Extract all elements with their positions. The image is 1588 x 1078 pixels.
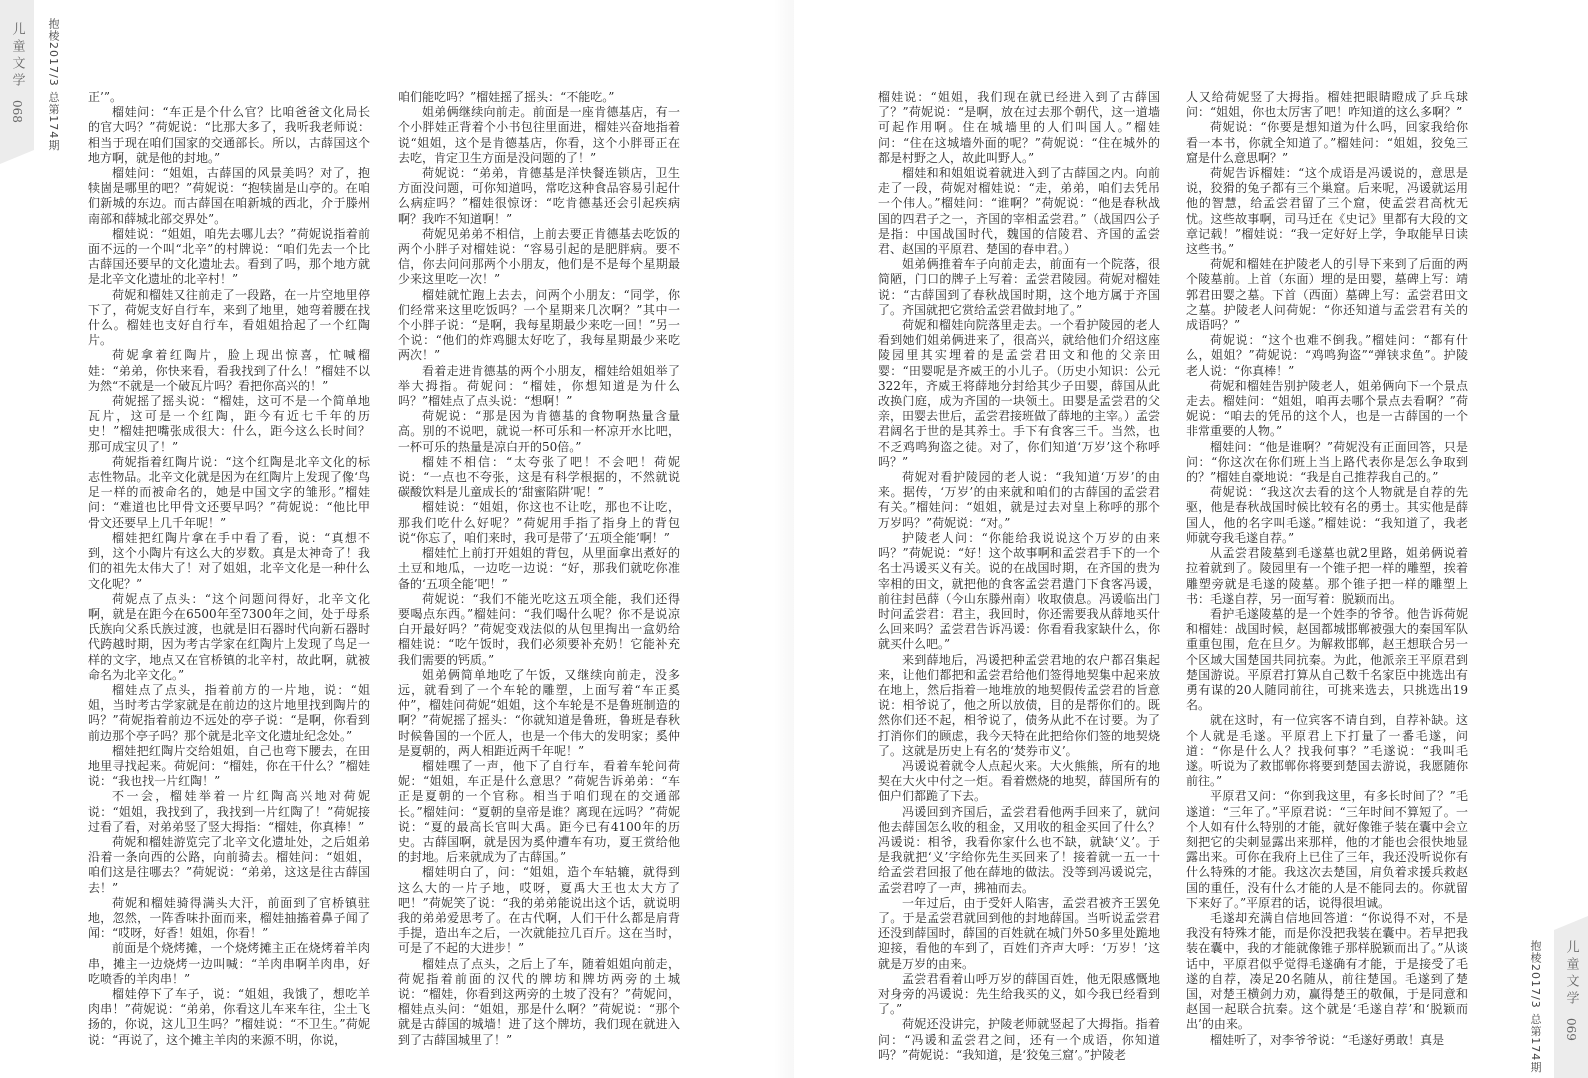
issue-label: 抱棱2017/3 总第174期 <box>47 18 60 152</box>
paragraph: 榴娃不相信：“太夸张了吧！不会吧！荷妮说：“一点也不夸张，这是有科学根据的，不然就说碳酸饮料是儿童成长的‘甜蜜陷阱’呢！” <box>398 454 680 500</box>
paragraph: 荷妮说：“这个也难不倒我。”榴娃问：“都有什么，姐姐？”荷妮说：“鸡鸣狗盗”“弹铗求鱼”。护陵老人说：“你真棒！” <box>1186 333 1468 378</box>
paragraph: 荷妮说：“弟弟，肯德基是洋快餐连锁店，卫生方面没问题，可你知道吗，常吃这种食品容易引起什么病症吗？”榴娃很惊讶：“吃肯德基还会引起疾病啊？我咋不知道啊！” <box>398 166 680 226</box>
paragraph: 榴娃忙上前打开姐姐的背包，从里面拿出煮好的土豆和地瓜，一边吃一边说：“好，那我们就吃你准备的‘五项全能’吧！” <box>398 546 680 591</box>
paragraph: 荷妮告诉榴娃：“这个成语是冯谖说的，意思是说，狡猾的兔子都有三个巢窟。后来呢，冯谖就运用他的智慧，给孟尝君留了三个窟，使孟尝君高枕无忧。这些故事啊，司马迁在《史记》里都有大段的文章记载！”榴娃说：“我一定好好上学，争取能早日读这些书。” <box>1186 166 1468 257</box>
paragraph: 榴娃明白了，问：“姐姐，造个车轱辘，就得到这么大的一片子地，哎呀，夏禹大王也太大方了吧！”荷妮笑了说：“我的弟弟能说出这个话，就说明我的弟弟爱思考了。在古代啊，人们干什么都是肩背手提，造出车之后，一次就能拉几百斤。这在当时，可是了不起的大进步！” <box>398 865 680 956</box>
paragraph: 荷妮和榴娃向院落里走去。一个看护陵园的老人看到她们姐弟俩进来了，很高兴，就给他们介绍这座陵园里其实埋着的是孟尝君田文和他的父亲田婴：“田婴呢是齐威王的小儿子。（历史小知识：公元322年，齐威王将薛地分封给其少子田婴，薛国从此改换门庭，成为齐国的一块领土。田婴是孟尝君的父亲，田婴去世后，孟尝君接班做了薛地的主宰。）孟尝君阔名于世的是其养士。手下有食客三千。当然，也不乏鸡鸣狗盗之徒。对了，你们知道‘万岁’这个称呼吗？” <box>878 318 1161 469</box>
magazine-side-tab <box>0 0 34 150</box>
paragraph: 榴娃说：“姐姐，咱先去哪儿去？”荷妮说指着前面不远的一个叫“北辛”的村牌说：“咱们先去一个比古薛国还要早的文化遗址去。看到了吗，那个地方就是北辛文化遗址的北辛村！” <box>88 226 370 287</box>
page-number: 068 <box>10 100 24 123</box>
paragraph: 护陵老人问：“你能给我说说这个万岁的由来吗？”荷妮说：“好！这个故事啊和孟尝君手下的一个名士冯谖买义有关。说的在战国时期，在齐国的贵为宰相的田文，就把他的食客孟尝君遣门下食客冯谖，前往封邑薛（今山东滕州南）收取债息。冯谖临出门时问孟尝君：君主，我回时，你还需要我从薛地买什么回来吗？孟尝君告诉冯谖：你看看我家缺什么，你就买什么吧。” <box>878 530 1160 652</box>
paragraph: 前面是个烧烤摊，一个烧烤摊主正在烧烤着羊肉串，摊主一边烧烤一边叫喊：“羊肉串啊羊肉串，好吃喷香的羊肉串！” <box>88 941 370 986</box>
paragraph: 荷妮拿着红陶片，脸上现出惊喜，忙喊榴娃：“弟弟，你快来看，看我找到了什么！”榴娃不以为然“不就是一个破瓦片吗？看把你高兴的！” <box>88 348 370 393</box>
paragraph: 荷妮指着红陶片说：“这个红陶是北辛文化的标志性物品。北辛文化就是因为在红陶片上发现了像‘鸟足一样的而被命名的，她是中国文字的雏形。”榴娃问：“难道也比甲骨文还要早吗？”荷妮说：“他比甲骨文还要早上几千年呢！” <box>88 454 370 530</box>
paragraph: 毛遂却充满自信地回答道：“你说得不对，不是我没有特殊才能，而是你没把我装在囊中。若早把我装在囊中，我的才能就像锥子那样脱颖而出了。”从谈话中，平原君似乎觉得毛遂确有才能，于是接受了毛遂的自荐，凑足20名随从，前往楚国。毛遂到了楚国，对楚王横剑力劝，赢得楚王的敬佩，于是同意和赵国一起联合抗秦。这个就是‘毛遂自荐’和‘脱颖而出’的由来。 <box>1186 910 1468 1032</box>
paragraph: 榴娃点了点头，指着前方的一片地，说：“姐姐，当时考古学家就是在前边的这片地里找到陶片的吗？”荷妮指着前边不远处的亭子说：“是啊，你看到前边那个亭子吗？那个就是北辛文化遗址纪念处。” <box>88 682 370 743</box>
magazine-title: 儿童文学 <box>1563 940 1579 1008</box>
paragraph: 来到薛地后，冯谖把种孟尝君地的农户都召集起来，让他们都把和孟尝君给他们签得地契集中起来放在地上，然后指着一地堆放的地契假传孟尝君的旨意说：相爷说了，他之所以放债，目的是帮你们的。既然你们还不起，相爷说了，债务从此不在讨要。为了打消你们的顾虑，我今天特在此把给你们签的地契烧了。这就是历史上有名的‘焚券市义’。 <box>878 652 1160 758</box>
paragraph: 姐弟俩推着车子向前走去，前面有一个院落，很简陋，门口的牌子上写着：孟尝君陵园。荷妮对榴娃说：“古薛国到了春秋战国时期，这个地方属于齐国了。齐国就把它赏给孟尝君做封地了。” <box>878 257 1160 317</box>
paragraph: 荷妮摇了摇头说：“榴娃，这可不是一个简单地瓦片，这可是一个红陶，距今有近七千年的历史！”榴娃把嘴张成很大：什么，距今这么长时间？那可成宝贝了！” <box>88 394 370 454</box>
paragraph: 荷妮点了点头：“这个问题问得好，北辛文化啊，就是在距今在6500年至7300年之间，处于母系氏族向父系氏族过渡，也就是旧石器时代向新石器时代跨越时期，因为考古学家在红陶片上发现了鸟足一样的文字，地点又在官桥镇的北辛村，故此啊，就被命名为北辛文化。” <box>88 591 370 682</box>
paragraph: 冯谖回到齐国后，孟尝君看他两手回来了，就问他去薛国怎么收的租金，又用收的租金买回了什么？冯谖说：相爷，我看你家什么也不缺，就缺‘义’。于是我就把‘义’字给你先生买回来了！接着就一五一十给孟尝君回报了他在薛地的做法。没等到冯谖说完，孟尝君哼了一声，拂袖而去。 <box>878 804 1160 895</box>
right-page <box>794 0 1588 1078</box>
paragraph: 荷妮见弟弟不相信，上前去要正肯德基去吃饭的两个小胖子对榴娃说：“容易引起的是肥胖病。要不信，你去问问那两个小朋友，他们是不是每个星期最少来这里吃一次！” <box>398 226 680 287</box>
paragraph: 荷妮和榴娃告别护陵老人，姐弟俩向下一个景点走去。榴娃问：“姐姐，咱再去哪个景点去看啊？”荷妮说：“咱去的凭吊的这个人，也是一古薛国的一个非常重要的人物。” <box>1186 378 1468 439</box>
paragraph: 从孟尝君陵墓到毛遂墓也就2里路，姐弟俩说着拉着就到了。陵园里有一个锥子把一样的雕塑，挨着雕塑旁就是毛遂的陵墓。那个锥子把一样的雕塑上书：毛遂自荐，另一面写着：脱颖而出。 <box>1186 546 1468 606</box>
paragraph: 人又给荷妮竖了大拇指。榴娃把眼睛瞪成了乒乓球问：“姐姐，你也太厉害了吧！咋知道的这么多啊？” <box>1186 90 1468 120</box>
paragraph: 咱们能吃吗？”榴娃摇了摇头：“不能吃。” <box>398 90 615 104</box>
magazine-side-tab <box>1554 930 1588 1078</box>
paragraph: 孟尝君看着山呼万岁的薛国百姓，他无限感慨地对身旁的冯谖说：先生给我买的义，如今我已经看到了。” <box>878 971 1160 1017</box>
paragraph: 一年过后，由于受奸人陷害，孟尝君被齐王罢免了。于是孟尝君就回到他的封地薛国。当听说孟尝君还没到薛国时，薛国的百姓就在城门外50多里处跪地迎接，看他的车到了，百姓们齐声大呼：‘万岁！’这就是万岁的由来。 <box>878 895 1160 971</box>
paragraph: 荷妮说：“我们不能光吃这五项全能，我们还得要喝点东西。”榴娃问：“我们喝什么呢？你不是说凉白开最好吗？”荷妮变戏法似的从包里掏出一盒奶给榴娃说：“吃午饭时，我们必须要补充奶！它能补充我们需要的钙质。” <box>398 591 680 667</box>
paragraph: 荷妮说：“那是因为肯德基的食物啊热量含量高。别的不说吧，就说一杯可乐和一杯凉开水比吧，一杯可乐的热量是凉白开的50倍。” <box>398 409 680 454</box>
paragraph: 榴娃和和姐姐说着就进入到了古薛国之内。向前走了一段，荷妮对榴娃说：“走，弟弟，咱们去凭吊一个伟人。”榴娃问：“谁啊？”荷妮说：“他是春秋战国的四君子之一，齐国的宰相孟尝君。”（战国四公子是指：中国战国时代，魏国的信陵君、齐国的孟尝君、赵国的平原君、楚国的春申君。） <box>878 166 1160 257</box>
paragraph: 姐弟俩继续向前走。前面是一座肯德基店，有一个小胖娃正背着个小书包往里面进，榴娃兴奋地指着说“姐姐，这个是肯德基店，你看，这个小胖哥正在去吃，肯定卫生方面是没问题的了！” <box>398 105 680 165</box>
paragraph: 榴娃就忙跑上去去，问两个小朋友：“同学，你们经常来这里吃饭吗？一个星期来几次啊？”其中一个小胖子说：“是啊，我每星期最少来吃一回！”另一个说：“他们的炸鸡腿太好吃了，我每星期最少来吃两次！” <box>398 287 680 363</box>
paragraph: 榴娃说：“姐姐，我们现在就已经进入到了古薛国了？”荷妮说：“是啊，放在过去那个朝代，这一道墙可起作用啊。住在城墙里的人们叫国人。”榴娃问：“住在这城墙外面的呢？”荷妮说：“住在城外的都是村野之人，故此叫野人。” <box>878 90 1160 165</box>
paragraph: 荷妮和榴娃在护陵老人的引导下来到了后面的两个陵墓前。上首（东面）埋的是田婴，墓碑上写：靖郭君田婴之墓。下首（西面）墓碑上写：孟尝君田文之墓。护陵老人问荷妮：“你还知道与孟尝君有关的成语吗？” <box>1186 257 1468 333</box>
paragraph: 看着走进肯德基的两个小朋友，榴娃给姐姐举了举大拇指。荷妮问：“榴娃，你想知道是为什么吗？”榴娃点了点头说：“想啊！” <box>398 363 680 409</box>
paragraph: 榴娃停下了车子，说：“姐姐，我饿了，想吃羊肉串！”荷妮说：“弟弟，你看这儿车来车往，尘土飞扬的，你说，这儿卫生吗？”榴娃说：“不卫生。”荷妮说：“再说了，这个摊主羊肉的来源不明，你说， <box>88 986 370 1047</box>
paragraph: 平原君又问：“你到我这里，有多长时间了？”毛遂道：“三年了。”平原君说：“三年时间不算短了。一个人如有什么特别的才能，就好像锥子装在囊中会立刻把它的尖刺显露出来那样，他的才能也会很快地显露出来。可你在我府上已住了三年，我还没听说你有什么特殊的才能。我这次去楚国，肩负着求援兵救赵国的重任，没有什么才能的人是不能同去的。你就留下来好了。”平原君的话，说得很坦诚。 <box>1186 789 1468 910</box>
page-number: 069 <box>1564 1018 1578 1041</box>
paragraph: 榴娃问：“姐姐，古薛国的风景美吗？对了，抱犊崮是哪里的吧？”荷妮说：“抱犊崮是山亭的。在咱们新城的东边。而古薛国在咱新城的西北，介于滕州南部和薛城北部交界处”。 <box>88 166 370 226</box>
paragraph: 荷妮和榴娃游览完了北辛文化遗址处，之后姐弟沿着一条向西的公路，向前骑去。榴娃问：“姐姐，咱们这是往哪去？”荷妮说：“弟弟，这这是往古薛国去！” <box>88 834 370 895</box>
text-column-1 <box>878 90 1160 1063</box>
paragraph: 榴娃说：“姐姐，你这也不让吃，那也不让吃，那我们吃什么好呢？”荷妮用手指了指身上的背包说“你忘了，咱们来时，我可是带了‘五项全能’啊！” <box>398 500 680 545</box>
paragraph: 看护毛遂陵墓的是一个姓李的爷爷。他告诉荷妮和榴娃：战国时候，赵国都城邯郸被强大的秦国军队重重包围，危在旦夕。为解救邯郸，赵王想联合另一个区域大国楚国共同抗秦。为此，他派亲王平原君到楚国游说。平原君打算从自己数千名家臣中挑选出有勇有谋的20人随同前往，可挑来选去，只挑选出19名。 <box>1186 606 1468 713</box>
paragraph: 榴娃点了点头，之后上了车，随着姐姐向前走，荷妮指着前面的汉代的牌坊和牌坊两旁的土城说：“榴娃，你看到这两旁的土坡了没有？”荷妮问，榴娃点头问：“姐姐，那是什么啊？”荷妮说：“那个就是古薛国的城墙！进了这个牌坊，我们现在就进入到了古薛国城里了！” <box>398 956 680 1047</box>
text-column-2 <box>398 90 680 1048</box>
paragraph: 正’”。 <box>88 90 122 104</box>
paragraph: 荷妮对看护陵园的老人说：“我知道‘万岁’的由来。据传，‘万岁’的由来就和咱们的古薛国的孟尝君有关。”榴娃问：“姐姐，就是过去对皇上称呼的那个万岁吗？”荷妮说：“对。” <box>878 470 1160 530</box>
paragraph: 榴娃把红陶片交给姐姐，自己也弯下腰去，在田地里寻找起来。荷妮问：“榴娃，你在干什么？”榴娃说：“我也找一片红陶！” <box>88 743 370 789</box>
paragraph: 冯谖说着就令人点起火来。大火熊熊，所有的地契在大火中付之一炬。看着燃烧的地契，薛国所有的佃户们都跪了下去。 <box>878 758 1160 804</box>
paragraph: 榴娃问：“车正是个什么官？比咱爸爸文化局长的官大吗？”荷妮说：“比那大多了，我听我老师说：相当于现在咱们国家的交通部长。所以，古薛国这个地方啊，就是他的封地。” <box>88 105 370 165</box>
paragraph: 荷妮还没讲完，护陵老师就竖起了大拇指。指着问：“冯谖和孟尝君之间，还有一个成语，你知道吗？”荷妮说：“我知道，是‘狡兔三窟’。”护陵老 <box>878 1017 1160 1062</box>
paragraph: 榴娃问：“他是谁啊？”荷妮没有正面回答，只是问：“你这次在你们班上当上路代表你是怎么争取到的？”榴娃自豪地说：“我是自己推荐我自己的。” <box>1186 439 1468 485</box>
text-column-1 <box>88 90 370 1048</box>
paragraph: 姐弟俩简单地吃了午饭，又继续向前走，没多远，就看到了一个车轮的雕塑，上面写着“车正奚仲”，榴娃问荷妮“姐姐，这个车轮是不是鲁班制造的啊？”荷妮摇了摇头：“你就知道是鲁班，鲁班是春秋时候鲁国的一个匠人，也是一个伟大的发明家；奚仲是夏朝的，两人相距近两千年呢！” <box>398 667 680 758</box>
paragraph: 榴娃把红陶片拿在手中看了看，说：“真想不到，这个小陶片有这么大的岁数。真是太神奇了！我们的祖先太伟大了！对了姐姐，北辛文化是一种什么文化呢？” <box>88 530 370 591</box>
issue-label: 抱棱2017/3 总第174期 <box>1529 940 1542 1074</box>
paragraph: 荷妮和榴娃又往前走了一段路，在一片空地里停下了，荷妮支好自行车，来到了地里，她弯着腰在找什么。榴娃也支好自行车，看姐姐拾起了一个红陶片。 <box>88 287 370 348</box>
paragraph: 荷妮说：“你要是想知道为什么吗，回家我给你看一本书，你就全知道了。”榴娃问：“姐姐，狡兔三窟是什么意思啊？” <box>1186 120 1468 165</box>
tab-corner <box>1554 916 1588 930</box>
paragraph: 榴娃听了，对李爷爷说：“毛遂好勇敢！真是 <box>1210 1032 1445 1047</box>
magazine-title: 儿童文学 <box>9 22 25 90</box>
tab-corner <box>0 150 34 164</box>
paragraph: 荷妮和榴娃骑得满头大汗，前面到了官桥镇驻地，忽然，一阵香味扑面而来，榴娃抽搐着鼻子闻了闻：“哎呀，好香！姐姐，你看！” <box>88 895 370 941</box>
paragraph: 不一会，榴娃举着一片红陶高兴地对荷妮说：“姐姐，我找到了，我找到一片红陶了！”荷妮接过看了看，对弟弟竖了竖大拇指：“榴娃，你真棒！” <box>88 789 370 834</box>
paragraph: 就在这时，有一位宾客不请自到，自荐补缺。这个人就是毛遂。平原君上下打量了一番毛遂，问道：“你是什么人？找我何事？”毛遂说：“我叫毛遂。听说为了救邯郸你将要到楚国去游说，我愿随你前往。” <box>1186 713 1468 789</box>
text-column-2 <box>1186 90 1468 1048</box>
paragraph: 荷妮说：“我这次去看的这个人物就是自荐的先驱，他是春秋战国时候比较有名的勇士。其实他是薛国人，他的名字叫毛遂。”榴娃说：“我知道了，我老师就夸我毛遂自荐。” <box>1186 485 1468 545</box>
paragraph: 榴娃嘿了一声，他下了自行车，看着车轮问荷妮：“姐姐，车正是什么意思？”荷妮告诉弟弟：“车正是夏朝的一个官称。相当于咱们现在的交通部长。”榴娃问：“夏朝的皇帝是谁？离现在远吗？”荷妮说：“夏的最高长官叫大禹。距今已有4100年的历史。古薛国啊，就是因为奚仲遭车有功，夏王赏给他的封地。后来就成为了古薛国。” <box>398 758 680 865</box>
